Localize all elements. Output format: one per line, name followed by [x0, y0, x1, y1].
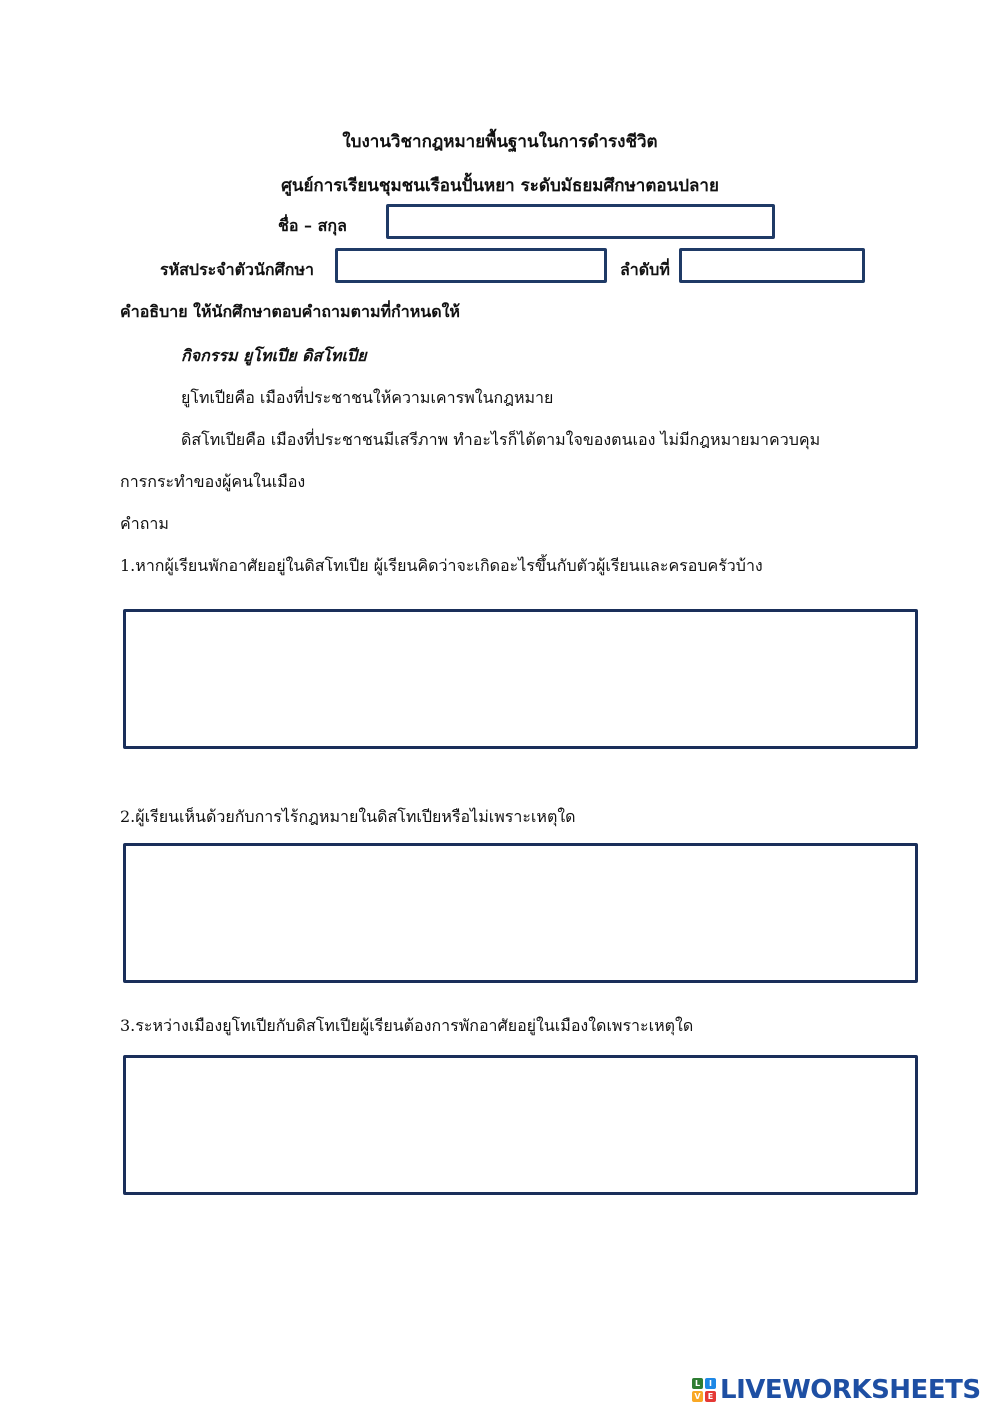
answer-box-1[interactable]	[123, 609, 918, 749]
dystopia-definition: ดิสโทเปียคือ เมืองที่ประชาชนมีเสรีภาพ ทำอะไรก็ได้ตามใจของตนเอง ไม่มีกฎหมายมาควบคุม	[181, 430, 821, 449]
activity-heading: กิจกรรม ยูโทเปีย ดิสโทเปีย	[181, 346, 367, 365]
name-input[interactable]	[386, 204, 775, 239]
answer-box-3[interactable]	[123, 1055, 918, 1195]
worksheet-subtitle: ศูนย์การเรียนชุมชนเรือนปั้นหยา ระดับมัธยมศึกษาตอนปลาย	[281, 176, 719, 196]
brand-name: LIVEWORKSHEETS	[720, 1375, 981, 1405]
student-id-input[interactable]	[335, 248, 607, 283]
order-label: ลำดับที่	[620, 260, 670, 279]
order-input[interactable]	[679, 248, 865, 283]
liveworksheets-logo	[692, 1372, 981, 1408]
logo-letter-v: V	[692, 1391, 703, 1402]
logo-letter-l: L	[692, 1378, 703, 1389]
name-label: ชื่อ – สกุล	[278, 216, 347, 235]
worksheet-title: ใบงานวิชากฎหมายพื้นฐานในการดำรงชีวิต	[342, 132, 658, 152]
logo-letter-i: I	[705, 1378, 716, 1389]
question-3: 3.ระหว่างเมืองยูโทเปียกับดิสโทเปียผู้เรียนต้องการพักอาศัยอยู่ในเมืองใดเพราะเหตุใด	[120, 1016, 694, 1035]
answer-box-2[interactable]	[123, 843, 918, 983]
utopia-definition: ยูโทเปียคือ เมืองที่ประชาชนให้ความเคารพในกฎหมาย	[181, 388, 554, 407]
question-2: 2.ผู้เรียนเห็นด้วยกับการไร้กฎหมายในดิสโทเปียหรือไม่เพราะเหตุใด	[120, 807, 576, 826]
question-1: 1.หากผู้เรียนพักอาศัยอยู่ในดิสโทเปีย ผู้เรียนคิดว่าจะเกิดอะไรขึ้นกับตัวผู้เรียนและครอบครัวบ้าง	[120, 556, 763, 575]
logo-mark-icon	[692, 1378, 716, 1402]
student-id-label: รหัสประจำตัวนักศึกษา	[160, 260, 314, 279]
questions-label: คำถาม	[120, 514, 169, 533]
dystopia-definition-continued: การกระทำของผู้คนในเมือง	[120, 472, 306, 491]
instruction-text: คำอธิบาย ให้นักศึกษาตอบคำถามตามที่กำหนดให้	[120, 302, 460, 321]
logo-letter-e: E	[705, 1391, 716, 1402]
